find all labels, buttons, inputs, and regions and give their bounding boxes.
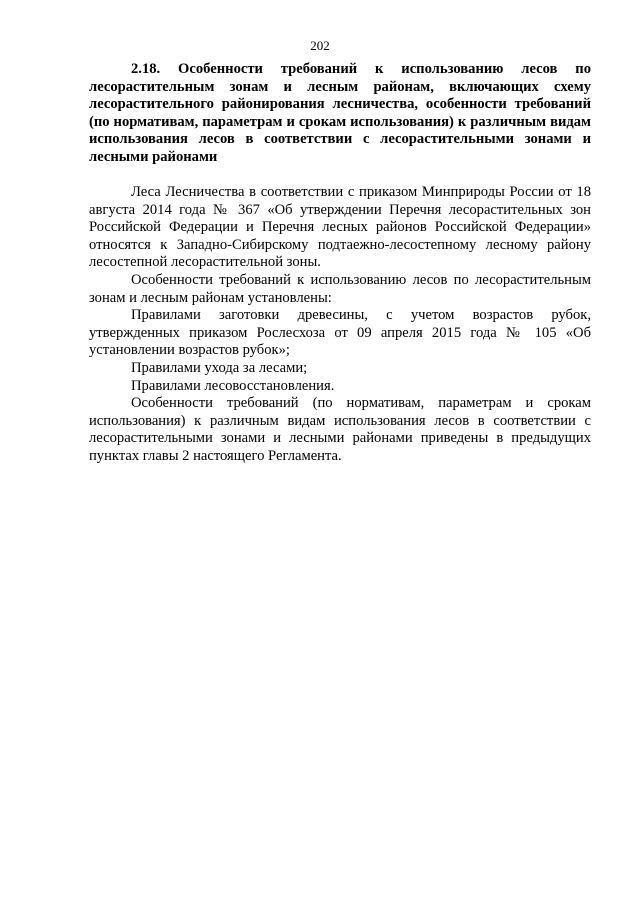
paragraph-requirements-intro: Особенности требований к использованию лесов по лесорастительным зонам и лесным районам установлены: (89, 271, 591, 306)
paragraph-requirements-reference: Особенности требований (по нормативам, параметрам и срокам использования) к различным видам использования лесов в соответствии с лесорастительными зонами и лесными районами приведены в предыдущих пунктах главы 2 настоящего Регламента. (89, 395, 591, 464)
paragraph-care-rules: Правилами ухода за лесами; (131, 359, 308, 376)
paragraph-reforestation-rules: Правилами лесовосстановления. (131, 377, 335, 394)
page-number: 202 (310, 38, 330, 53)
paragraph-harvesting-rules: Правилами заготовки древесины, с учетом возрастов рубок, утвержденных приказом Рослесхоза от 09 апреля 2015 года № 105 «Об установлении возрастов рубок»; (89, 307, 591, 359)
paragraph-forest-zone: Леса Лесничества в соответствии с приказом Минприроды России от 18 августа 2014 года № 367 «Об утверждении Перечня лесорастительных зон Российской Федерации и Перечня лесных районов Российской Федерации» относятся к Западно-Сибирскому подтаежно-лесостепному лесному району лесостепной лесорастительной зоны. (89, 184, 591, 271)
section-heading: 2.18. Особенности требований к использованию лесов по лесорастительным зонам и лесным районам, включающих схему лесорастительного районирования лесничества, особенности требований (по нормативам, параметрам и срокам использования) к различным видам использования лесов в соответствии с лесорастительными зонами и лесными районами (89, 61, 591, 165)
body-text (89, 184, 591, 466)
